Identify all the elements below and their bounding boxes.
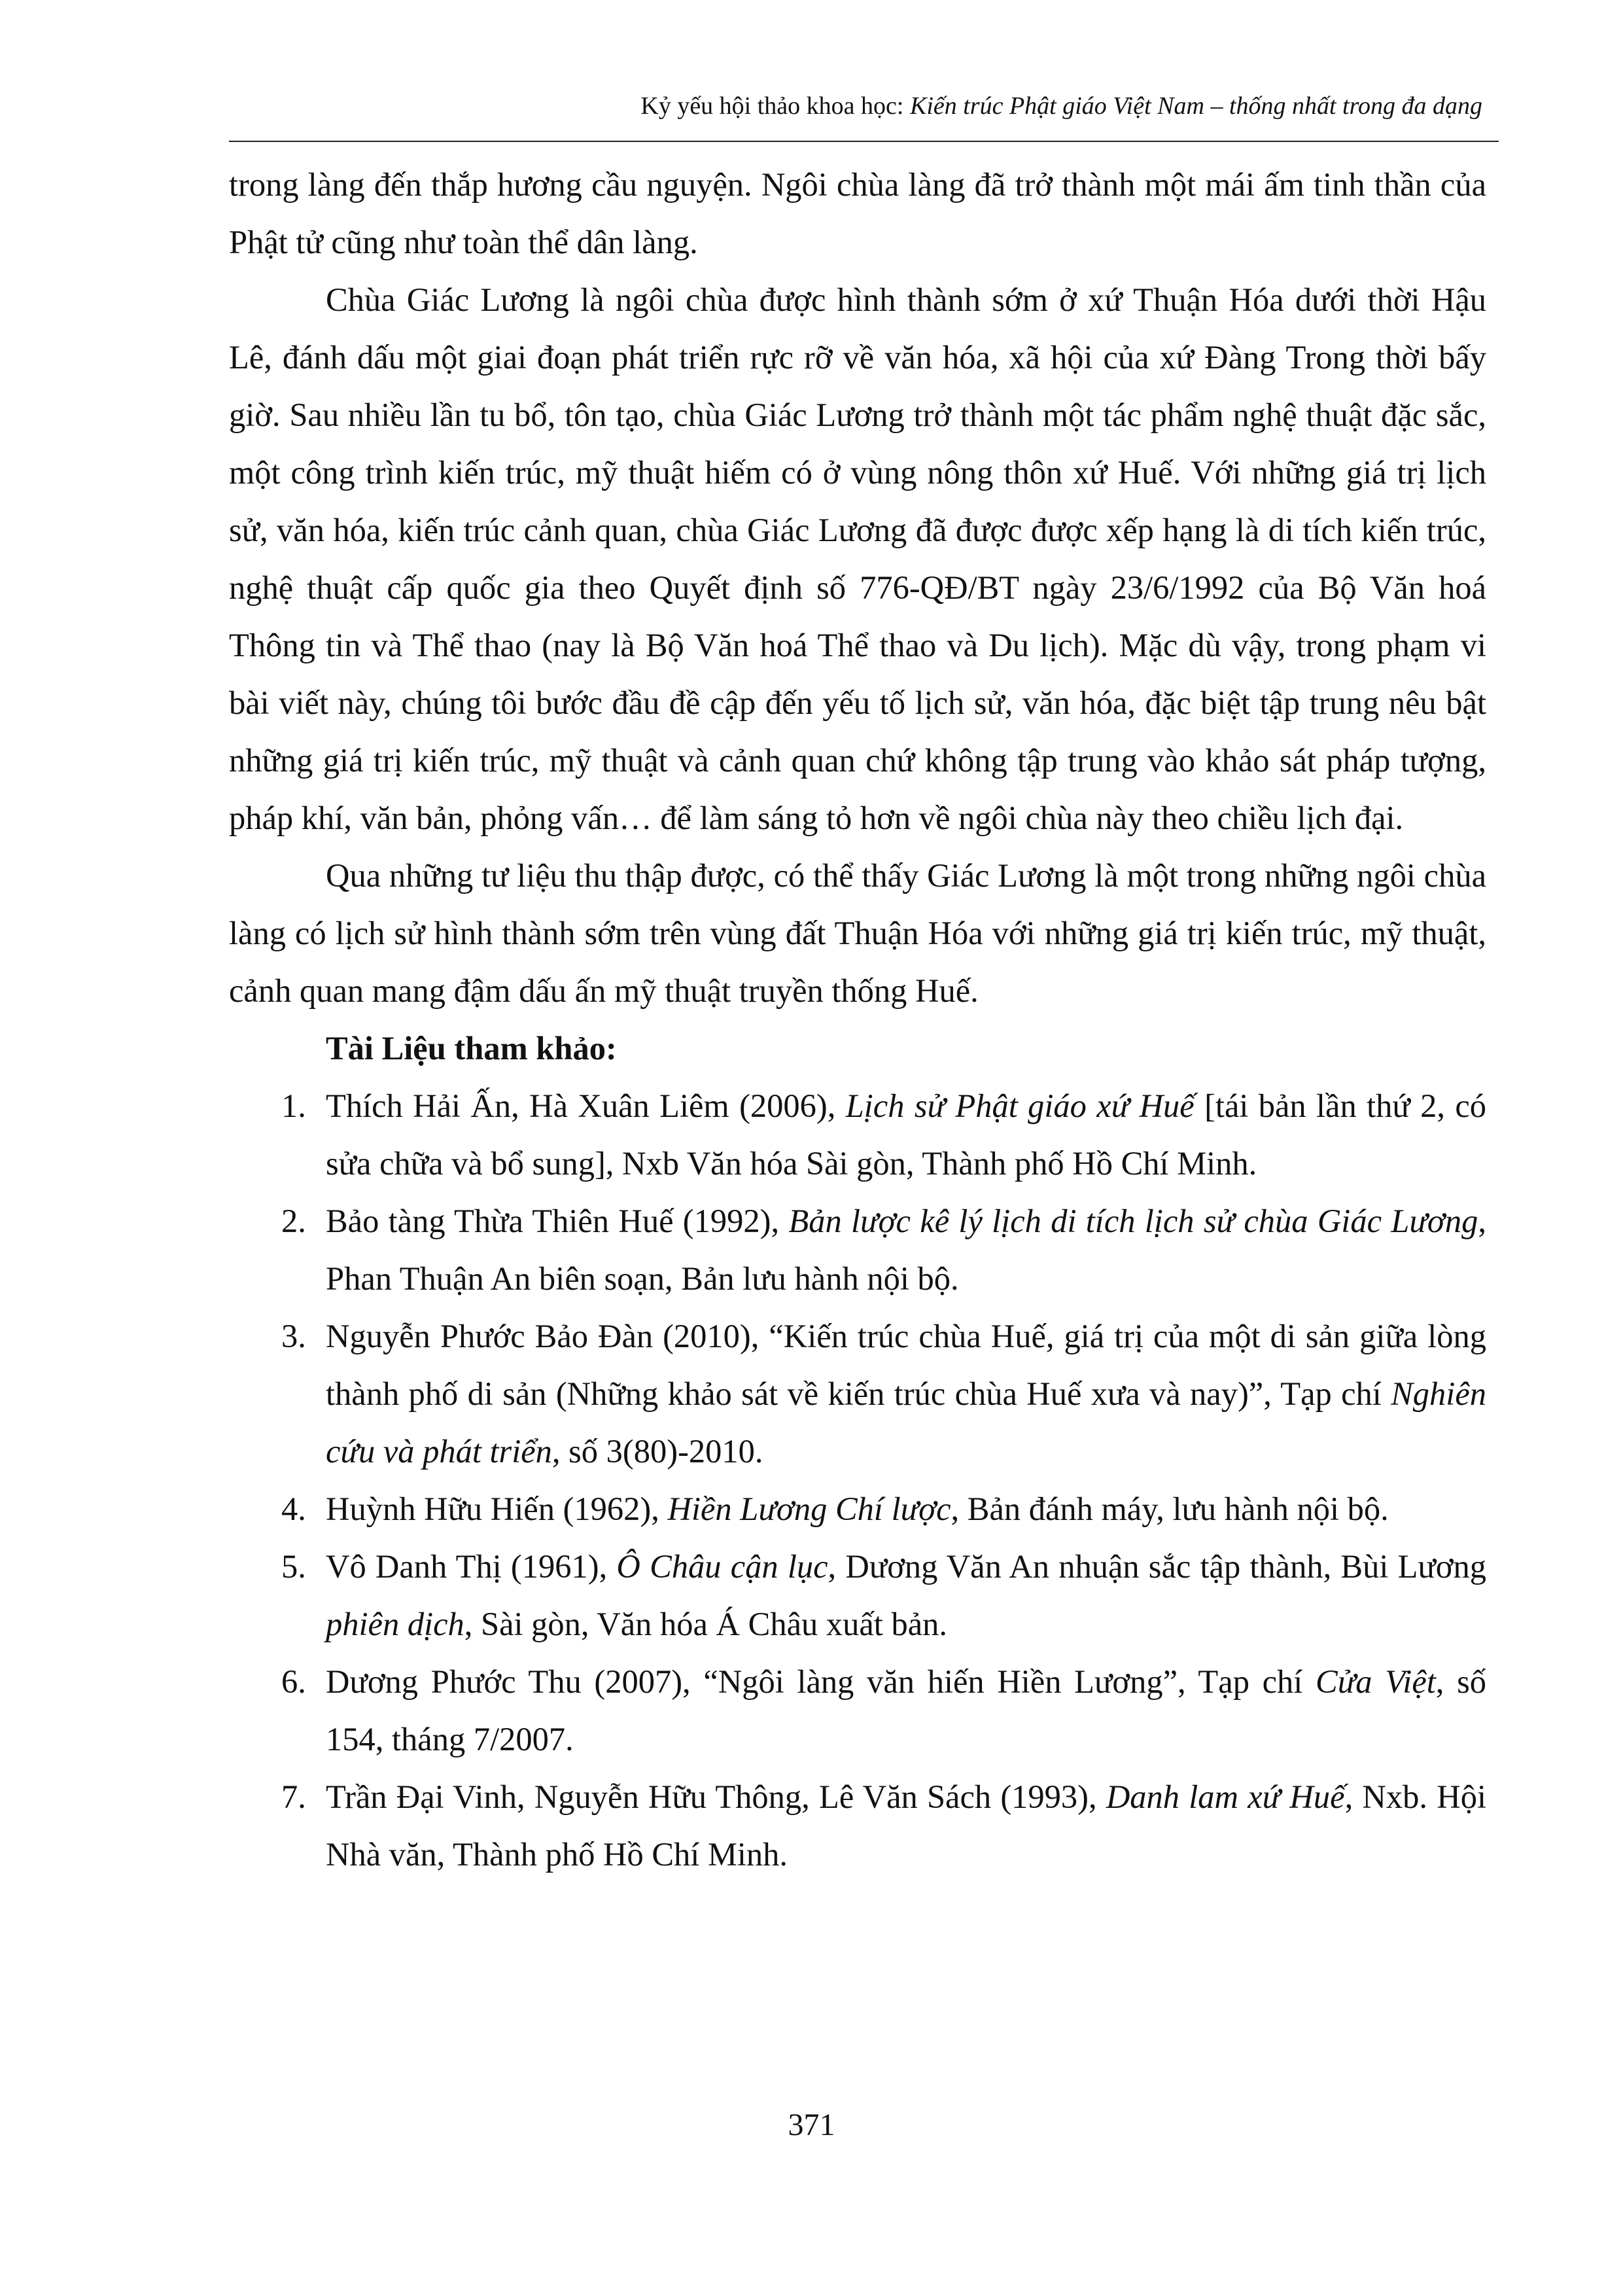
reference-item <box>229 1653 1486 1768</box>
reference-text: Huỳnh Hữu Hiến (1962), <box>326 1491 668 1527</box>
reference-item <box>229 1768 1486 1883</box>
references-heading: Tài Liệu tham khảo: <box>326 1030 617 1067</box>
reference-number: 6. <box>281 1663 306 1700</box>
reference-text: , Bản đánh máy, lưu hành nội bộ. <box>951 1491 1389 1527</box>
reference-item <box>229 1192 1486 1307</box>
reference-item <box>229 1077 1486 1192</box>
reference-text: , số 3(80)-2010. <box>551 1433 763 1470</box>
reference-item <box>229 1538 1486 1653</box>
reference-title-italic: Cửa Việt <box>1316 1663 1436 1700</box>
reference-text: , Phan Thuận An biên soạn, Bản lưu hành nội bộ. <box>326 1203 1486 1297</box>
reference-text: , Dương Văn An nhuận sắc tập thành, Bùi Lương <box>828 1548 1487 1585</box>
reference-number: 1. <box>281 1087 306 1124</box>
page-body <box>229 156 1486 1883</box>
header-rule <box>229 141 1499 142</box>
reference-title-italic: Ô Châu cận lục <box>616 1548 828 1585</box>
reference-title-italic: Danh lam xứ Huế <box>1106 1778 1345 1815</box>
reference-text: Dương Phước Thu (2007), “Ngôi làng văn hiến Hiền Lương”, Tạp chí <box>326 1663 1316 1700</box>
reference-number: 7. <box>281 1778 306 1815</box>
reference-number: 5. <box>281 1548 306 1585</box>
reference-title-italic: Bản lược kê lý lịch di tích lịch sử chùa Giác Lương <box>788 1203 1478 1239</box>
references-list <box>229 1077 1486 1883</box>
reference-text: Vô Danh Thị (1961), <box>326 1548 617 1585</box>
reference-text: , số 154, tháng 7/2007. <box>326 1663 1487 1757</box>
reference-number: 4. <box>281 1491 306 1527</box>
body-paragraph: trong làng đến thắp hương cầu nguyện. Ngôi chùa làng đã trở thành một mái ấm tinh thần của Phật tử cũng như toàn thể dân làng. <box>229 166 1486 260</box>
reference-text: , Sài gòn, Văn hóa Á Châu xuất bản. <box>464 1606 947 1642</box>
page-number: 371 <box>788 2108 835 2142</box>
header-prefix: Kỷ yếu hội thảo khoa học: <box>640 92 910 120</box>
reference-title-italic: phiên dịch <box>326 1606 464 1642</box>
body-paragraph: Chùa Giác Lương là ngôi chùa được hình thành sớm ở xứ Thuận Hóa dưới thời Hậu Lê, đánh dấu một giai đoạn phát triển rực rỡ về văn hóa, xã hội của xứ Đàng Trong thời bấy giờ. Sau nhiều lần tu bổ, tôn tạo, chùa Giác Lương trở thành một tác phẩm nghệ thuật đặc sắc, một công trình kiến trúc, mỹ thuật hiếm có ở vùng nông thôn xứ Huế. Với những giá trị lịch sử, văn hóa, kiến trúc cảnh quan, chùa Giác Lương đã được được xếp hạng là di tích kiến trúc, nghệ thuật cấp quốc gia theo Quyết định số 776-QĐ/BT ngày 23/6/1992 của Bộ Văn hoá Thông tin và Thể thao (nay là Bộ Văn hoá Thể thao và Du lịch). Mặc dù vậy, trong phạm vi bài viết này, chúng tôi bước đầu đề cập đến yếu tố lịch sử, văn hóa, đặc biệt tập trung nêu bật những giá trị kiến trúc, mỹ thuật và cảnh quan chứ không tập trung vào khảo sát pháp tượng, pháp khí, văn bản, phỏng vấn… để làm sáng tỏ hơn về ngôi chùa này theo chiều lịch đại. <box>229 281 1486 836</box>
reference-item <box>229 1480 1486 1538</box>
reference-number: 2. <box>281 1203 306 1239</box>
reference-text: , Nxb. Hội Nhà văn, Thành phố Hồ Chí Minh. <box>326 1778 1486 1873</box>
reference-text: Nguyễn Phước Bảo Đàn (2010), “Kiến trúc chùa Huế, giá trị của một di sản giữa lòng thành phố di sản (Những khảo sát về kiến trúc chùa Huế xưa và nay)”, Tạp chí <box>326 1318 1486 1412</box>
header-title: Kiến trúc Phật giáo Việt Nam – thống nhất trong đa dạng <box>909 92 1482 120</box>
reference-title-italic: Nghiên cứu và phát triển <box>326 1375 1486 1470</box>
reference-text: Bảo tàng Thừa Thiên Huế (1992), <box>326 1203 789 1239</box>
reference-text: [tái bản lần thứ 2, có sửa chữa và bổ sung], Nxb Văn hóa Sài gòn, Thành phố Hồ Chí Minh. <box>326 1087 1486 1182</box>
running-header <box>640 92 1482 122</box>
reference-title-italic: Hiền Lương Chí lược <box>667 1491 951 1527</box>
reference-text: Thích Hải Ấn, Hà Xuân Liêm (2006), <box>326 1087 846 1124</box>
reference-text: Trần Đại Vinh, Nguyễn Hữu Thông, Lê Văn Sách (1993), <box>326 1778 1106 1815</box>
reference-title-italic: Lịch sử Phật giáo xứ Huế <box>845 1087 1195 1124</box>
reference-item <box>229 1307 1486 1480</box>
body-paragraph: Qua những tư liệu thu thập được, có thể thấy Giác Lương là một trong những ngôi chùa làng có lịch sử hình thành sớm trên vùng đất Thuận Hóa với những giá trị kiến trúc, mỹ thuật, cảnh quan mang đậm dấu ấn mỹ thuật truyền thống Huế. <box>229 857 1486 1009</box>
reference-number: 3. <box>281 1318 306 1354</box>
